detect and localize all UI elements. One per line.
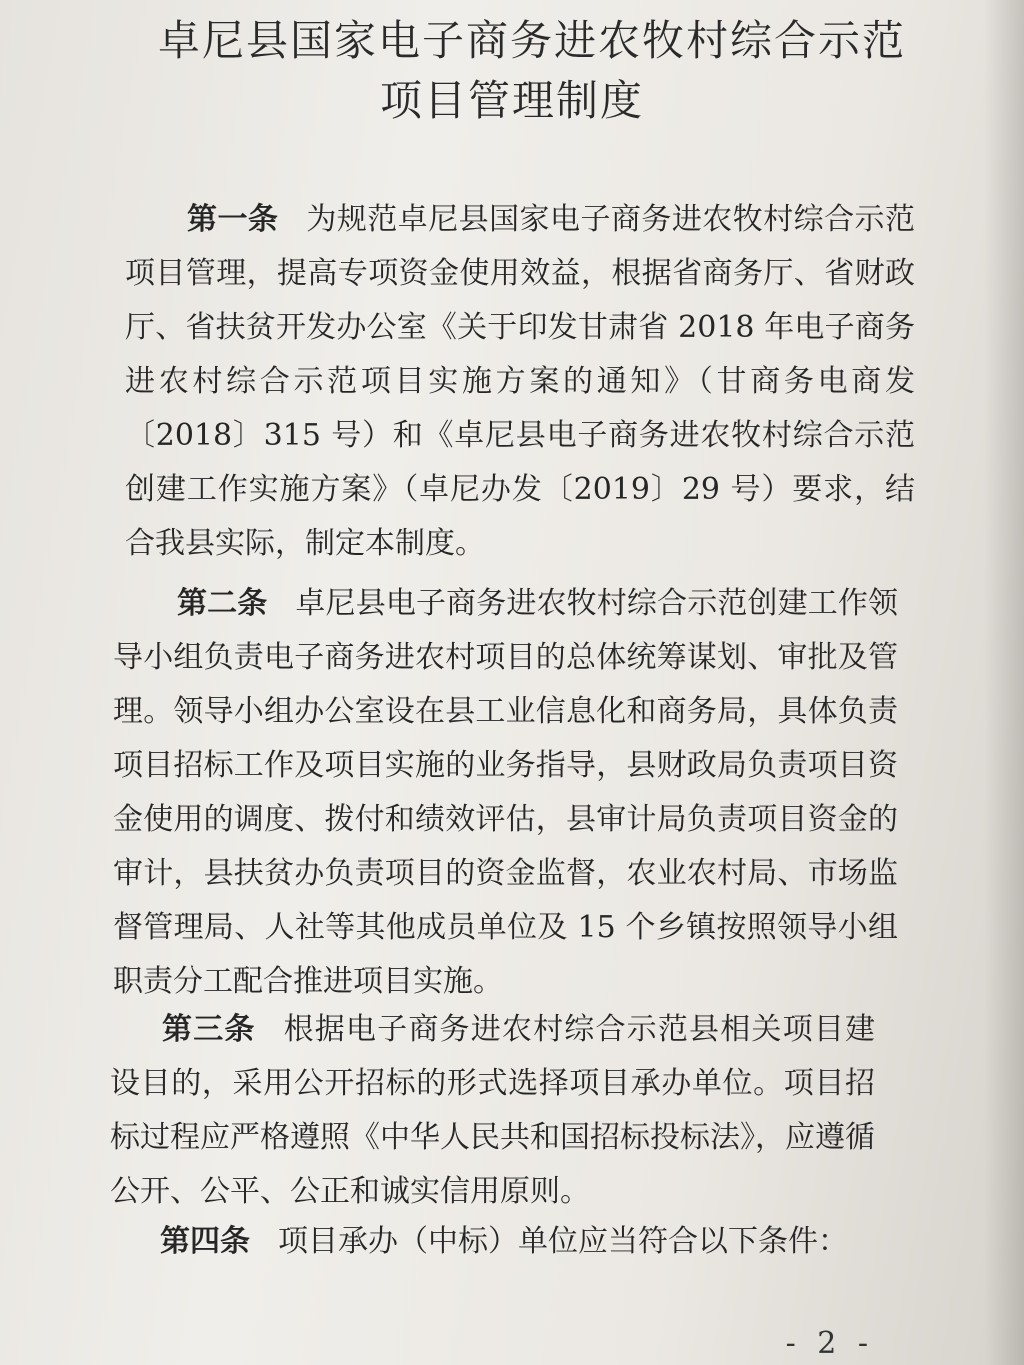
article-4-text: 项目承办（中标）单位应当符合以下条件： bbox=[278, 1224, 848, 1259]
article-4 bbox=[160, 1215, 880, 1269]
article-1-text: 为规范卓尼县国家电子商务进农牧村综合示范项目管理，提高专项资金使用效益，根据省商务厅、省财政厅、省扶贫开发办公室《关于印发甘肃省 2018 年电子商务进农村综合示范项目实施方案的通知》（甘商务电商发〔2018〕315 号）和《卓尼县电子商务进农牧村综合示范创建工作实施方案》（卓尼办发〔2019〕29 号）要求，结合我县实际，制定本制度。 bbox=[125, 202, 916, 561]
article-2-text: 卓尼县电子商务进农牧村综合示范创建工作领导小组负责电子商务进农村项目的总体统筹谋划、审批及管理。领导小组办公室设在县工业信息化和商务局，具体负责项目招标工作及项目实施的业务指导，县财政局负责项目资金使用的调度、拨付和绩效评估，县审计局负责项目资金的审计，县扶贫办负责项目的资金监督，农业农村局、市场监督管理局、人社等其他成员单位及 15 个乡镇按照领导小组职责分工配合推进项目实施。 bbox=[113, 586, 899, 999]
article-3 bbox=[110, 1003, 875, 1219]
article-4-heading: 第四条 bbox=[160, 1224, 250, 1259]
article-3-heading: 第三条 bbox=[162, 1012, 256, 1047]
article-2-heading: 第二条 bbox=[177, 586, 268, 621]
page-number: - 2 - bbox=[785, 1326, 874, 1361]
document-title-line-2: 项目管理制度 bbox=[379, 76, 644, 125]
document-title-line-1: 卓尼县国家电子商务进农牧村综合示范 bbox=[157, 16, 906, 65]
article-2 bbox=[113, 577, 898, 1009]
article-3-text: 根据电子商务进农村综合示范县相关项目建设目的，采用公开招标的形式选择项目承办单位。项目招标过程应严格遵照《中华人民共和国招标投标法》，应遵循公开、公平、公正和诚实信用原则。 bbox=[110, 1012, 876, 1209]
article-1 bbox=[125, 193, 915, 571]
page-edge-shadow bbox=[984, 0, 1024, 1365]
article-1-heading: 第一条 bbox=[187, 202, 279, 237]
